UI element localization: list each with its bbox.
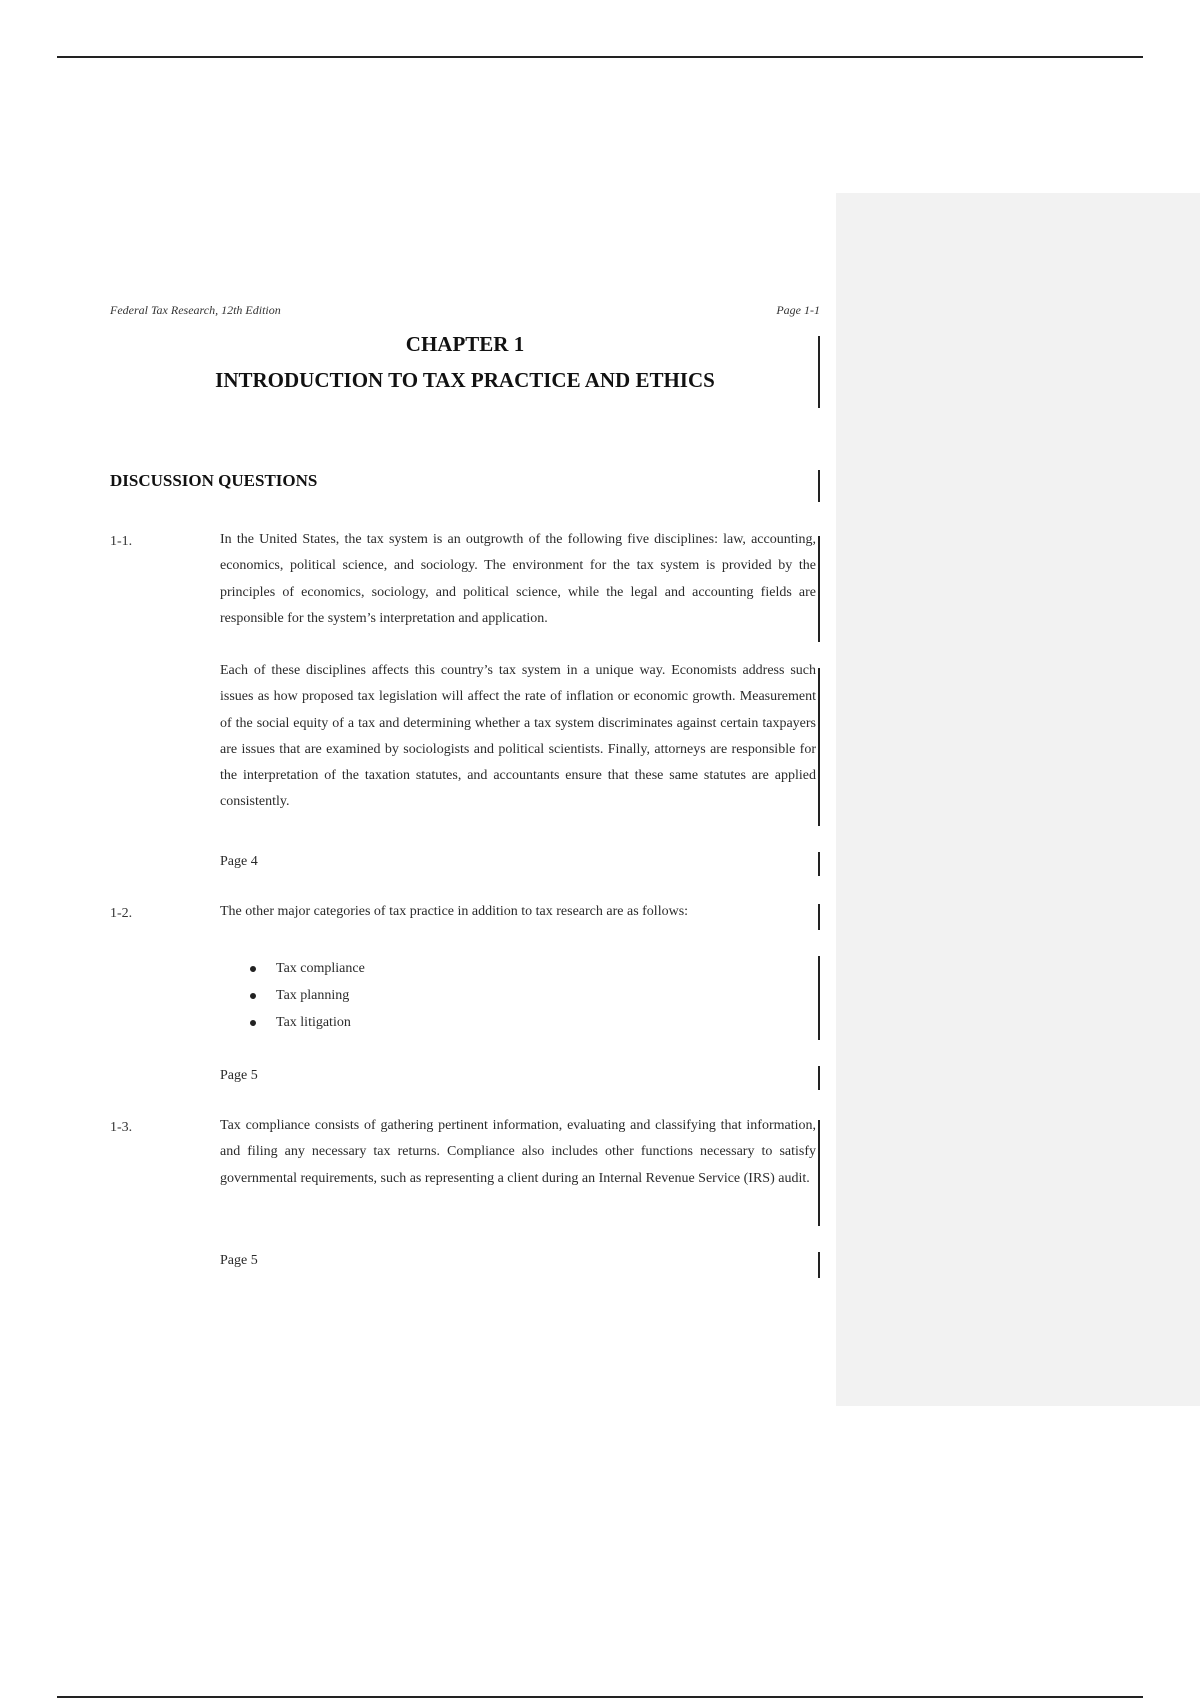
running-header-title: Federal Tax Research, 12th Edition bbox=[110, 303, 281, 317]
question-number: 1-2. bbox=[110, 906, 133, 921]
list-item bbox=[220, 955, 365, 982]
list-item-label: Tax compliance bbox=[276, 961, 365, 976]
chapter-number: CHAPTER 1 bbox=[405, 332, 525, 356]
change-bar bbox=[818, 536, 820, 642]
change-bar bbox=[818, 956, 820, 1040]
change-bar bbox=[818, 904, 820, 930]
top-rule bbox=[57, 56, 1143, 58]
page-reference: Page 4 bbox=[220, 854, 258, 869]
question-number: 1-1. bbox=[110, 534, 133, 549]
answer-paragraph: Tax compliance consists of gathering pertinent information, evaluating and classifying that information, and filing any necessary tax returns. Compliance also includes other functions necessary to satisfy governmental requirements, such as representing a client during an Internal Revenue Service (IRS) audit. bbox=[220, 1118, 816, 1186]
page-reference: Page 5 bbox=[220, 1253, 258, 1268]
comment-pane bbox=[836, 193, 1200, 1406]
answer-paragraph: In the United States, the tax system is an outgrowth of the following five disciplines: law, accounting, economics, political science, and sociology. The environment for the tax system is provided by the principles of economics, sociology, and political science, while the legal and accounting fields are responsible for the system’s interpretation and application. bbox=[220, 532, 816, 626]
question-number: 1-3. bbox=[110, 1120, 133, 1135]
change-bar bbox=[818, 668, 820, 826]
change-bar bbox=[818, 1252, 820, 1278]
list-item bbox=[220, 982, 365, 1009]
section-heading: DISCUSSION QUESTIONS bbox=[110, 471, 318, 490]
answer-paragraph: The other major categories of tax practice in addition to tax research are as follows: bbox=[220, 904, 689, 919]
change-bar bbox=[818, 1066, 820, 1090]
page-reference: Page 5 bbox=[220, 1068, 258, 1083]
change-bar bbox=[818, 852, 820, 876]
running-header-page: Page 1-1 bbox=[776, 303, 820, 317]
bullet-list bbox=[220, 955, 365, 1036]
bottom-rule bbox=[57, 1696, 1143, 1698]
list-item-label: Tax litigation bbox=[276, 1015, 351, 1030]
answer-paragraph: Each of these disciplines affects this country’s tax system in a unique way. Economists address such issues as how proposed tax legislation will affect the rate of inflation or economic growth. Measurement of the social equity of a tax and determining whether a tax system discriminates against certain taxpayers are issues that are examined by sociologists and political scientists. Finally, attorneys are responsible for the interpretation of the taxation statutes, and accountants ensure that these same statutes are applied consistently. bbox=[220, 663, 816, 810]
change-bar bbox=[818, 336, 820, 408]
chapter-title: INTRODUCTION TO TAX PRACTICE AND ETHICS bbox=[215, 368, 715, 392]
change-bar bbox=[818, 470, 820, 502]
list-item-label: Tax planning bbox=[276, 988, 350, 1003]
list-item bbox=[220, 1009, 365, 1036]
bullet-icon bbox=[250, 966, 256, 972]
bullet-icon bbox=[250, 993, 256, 999]
running-header bbox=[110, 300, 820, 320]
bullet-icon bbox=[250, 1020, 256, 1026]
change-bar bbox=[818, 1120, 820, 1226]
